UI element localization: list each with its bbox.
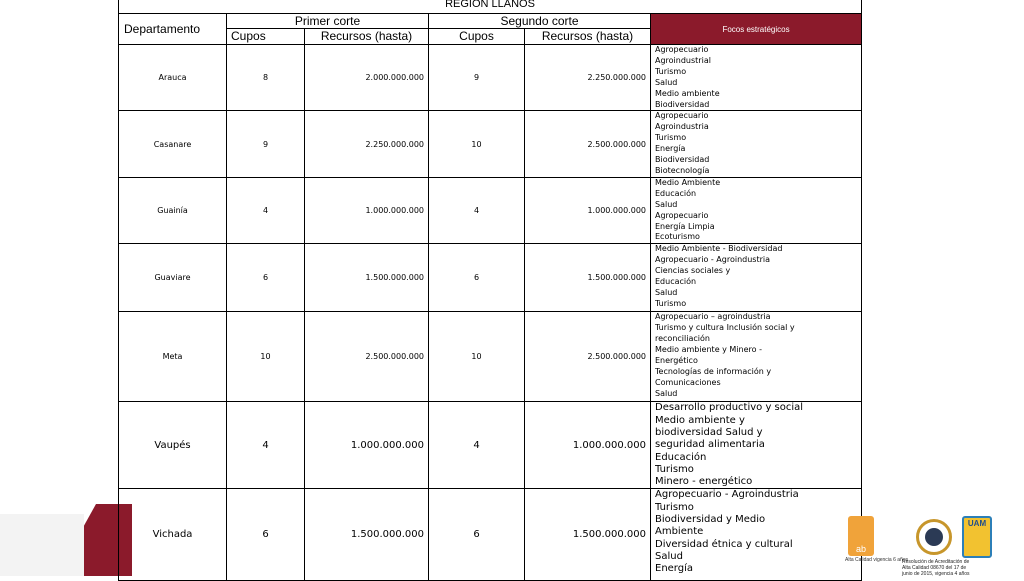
focos-cell xyxy=(651,244,862,312)
focos-cell xyxy=(651,402,862,489)
foco-item: Turismo xyxy=(655,66,687,76)
header-cupos-2: Cupos xyxy=(429,29,525,45)
header-cupos-1: Cupos xyxy=(227,29,305,45)
uam-logo xyxy=(962,516,992,558)
table-row xyxy=(119,244,862,312)
cupos-1-cell: 6 xyxy=(227,244,305,312)
cupos-2-cell: 10 xyxy=(429,312,525,402)
recursos-1-cell: 1.000.000.000 xyxy=(305,402,429,489)
focos-cell xyxy=(651,111,862,177)
region-table xyxy=(118,0,862,581)
cupos-2-cell: 6 xyxy=(429,244,525,312)
foco-item: Educación xyxy=(655,451,707,463)
accreditation-logo-text: ab xyxy=(855,544,866,554)
dept-cell: Guaviare xyxy=(119,244,227,312)
header-recursos-2: Recursos (hasta) xyxy=(525,29,651,45)
foco-item: Biotecnología xyxy=(655,165,710,175)
cupos-1-cell: 4 xyxy=(227,177,305,243)
table-row xyxy=(119,402,862,489)
cupos-1-cell: 10 xyxy=(227,312,305,402)
foco-item: Comunicaciones xyxy=(655,377,721,387)
recursos-1-cell: 1.000.000.000 xyxy=(305,177,429,243)
cupos-1-cell: 4 xyxy=(227,402,305,489)
foco-item: Agropecuario xyxy=(655,210,709,220)
cupos-2-cell: 4 xyxy=(429,402,525,489)
recursos-2-cell: 2.250.000.000 xyxy=(525,45,651,111)
focos-cell xyxy=(651,45,862,111)
university-seal-icon xyxy=(916,519,952,555)
foco-item: Turismo xyxy=(655,501,694,513)
foco-item: Agroindustrial xyxy=(655,55,711,65)
foco-item: Biodiversidad xyxy=(655,99,710,109)
foco-item: Medio ambiente xyxy=(655,88,720,98)
cupos-1-cell: 8 xyxy=(227,45,305,111)
accreditation-logo-caption: Alta Calidad vigencia 6 años xyxy=(845,557,909,563)
foco-item: Agropecuario - Agroindustria xyxy=(655,255,771,265)
foco-item: Agropecuario – agroindustria xyxy=(655,312,771,322)
foco-item: Minero - energético xyxy=(655,476,753,488)
header-segundo-corte: Segundo corte xyxy=(429,14,651,29)
foco-item: Turismo xyxy=(655,463,694,475)
foco-item: Diversidad étnica y cultural xyxy=(655,538,793,550)
foco-item: Agroindustria xyxy=(655,122,709,132)
recursos-1-cell: 2.250.000.000 xyxy=(305,111,429,177)
cupos-2-cell: 6 xyxy=(429,489,525,581)
foco-item: Salud xyxy=(655,199,678,209)
recursos-2-cell: 1.500.000.000 xyxy=(525,489,651,581)
cupos-2-cell: 9 xyxy=(429,45,525,111)
foco-item: Desarrollo productivo y social xyxy=(655,402,804,414)
foco-item: Biodiversidad y Medio xyxy=(655,513,766,525)
foco-item: Energético xyxy=(655,355,698,365)
foco-item: Turismo y cultura Inclusión social y xyxy=(655,323,795,333)
foco-item: Educación xyxy=(655,277,697,287)
foco-item: Biodiversidad xyxy=(655,155,710,165)
recursos-1-cell: 2.000.000.000 xyxy=(305,45,429,111)
cupos-1-cell: 9 xyxy=(227,111,305,177)
table-row xyxy=(119,312,862,402)
uam-logo-text: UAM xyxy=(967,519,987,528)
cupos-1-cell: 6 xyxy=(227,489,305,581)
accreditation-caption: Resolución de Acreditación de Alta Calidad 08670 del 17 de junio de 2015, vigencia 4 años xyxy=(902,559,970,577)
table-row xyxy=(119,489,862,581)
foco-item: seguridad alimentaria xyxy=(655,439,765,451)
foco-item: Ciencias sociales y xyxy=(655,266,731,276)
header-departamento: Departamento xyxy=(119,14,227,45)
foco-item: Energía xyxy=(655,563,693,575)
table-row xyxy=(119,111,862,177)
recursos-1-cell: 1.500.000.000 xyxy=(305,489,429,581)
table-row xyxy=(119,177,862,243)
foco-item: Tecnologías de información y xyxy=(655,366,772,376)
foco-item: biodiversidad Salud y xyxy=(655,426,763,438)
region-title: REGION LLANOS xyxy=(119,0,862,14)
focos-cell xyxy=(651,177,862,243)
header-focos: Focos estratégicos xyxy=(651,14,862,45)
foco-item: Medio Ambiente - Biodiversidad xyxy=(655,244,783,254)
foco-item: Medio ambiente y xyxy=(655,414,745,426)
dept-cell: Guainía xyxy=(119,177,227,243)
foco-item: Salud xyxy=(655,287,678,297)
foco-item: Turismo xyxy=(655,133,687,143)
recursos-2-cell: 2.500.000.000 xyxy=(525,111,651,177)
recursos-2-cell: 1.000.000.000 xyxy=(525,402,651,489)
recursos-2-cell: 1.000.000.000 xyxy=(525,177,651,243)
recursos-2-cell: 2.500.000.000 xyxy=(525,312,651,402)
foco-item: Turismo xyxy=(655,298,687,308)
dept-cell: Arauca xyxy=(119,45,227,111)
dept-cell: Meta xyxy=(119,312,227,402)
foco-item: Ambiente xyxy=(655,526,704,538)
header-primer-corte: Primer corte xyxy=(227,14,429,29)
dept-cell: Vichada xyxy=(119,489,227,581)
decorative-grey-block xyxy=(0,514,84,576)
focos-cell xyxy=(651,312,862,402)
foco-item: Ecoturismo xyxy=(655,232,700,242)
accreditation-logo xyxy=(848,516,874,556)
foco-item: Salud xyxy=(655,388,678,398)
cupos-2-cell: 4 xyxy=(429,177,525,243)
foco-item: Salud xyxy=(655,77,678,87)
header-recursos-1: Recursos (hasta) xyxy=(305,29,429,45)
recursos-1-cell: 2.500.000.000 xyxy=(305,312,429,402)
foco-item: Agropecuario xyxy=(655,111,709,121)
foco-item: Energía Limpia xyxy=(655,221,715,231)
foco-item: Medio Ambiente xyxy=(655,177,721,187)
recursos-1-cell: 1.500.000.000 xyxy=(305,244,429,312)
dept-cell: Casanare xyxy=(119,111,227,177)
dept-cell: Vaupés xyxy=(119,402,227,489)
focos-cell xyxy=(651,489,862,581)
foco-item: Educación xyxy=(655,188,697,198)
recursos-2-cell: 1.500.000.000 xyxy=(525,244,651,312)
cupos-2-cell: 10 xyxy=(429,111,525,177)
foco-item: Energía xyxy=(655,144,686,154)
foco-item: Medio ambiente y Minero - xyxy=(655,345,762,355)
foco-item: Salud xyxy=(655,550,683,562)
table-row xyxy=(119,45,862,111)
foco-item: Agropecuario - Agroindustria xyxy=(655,489,799,501)
foco-item: Agropecuario xyxy=(655,45,709,54)
foco-item: reconciliación xyxy=(655,334,710,344)
